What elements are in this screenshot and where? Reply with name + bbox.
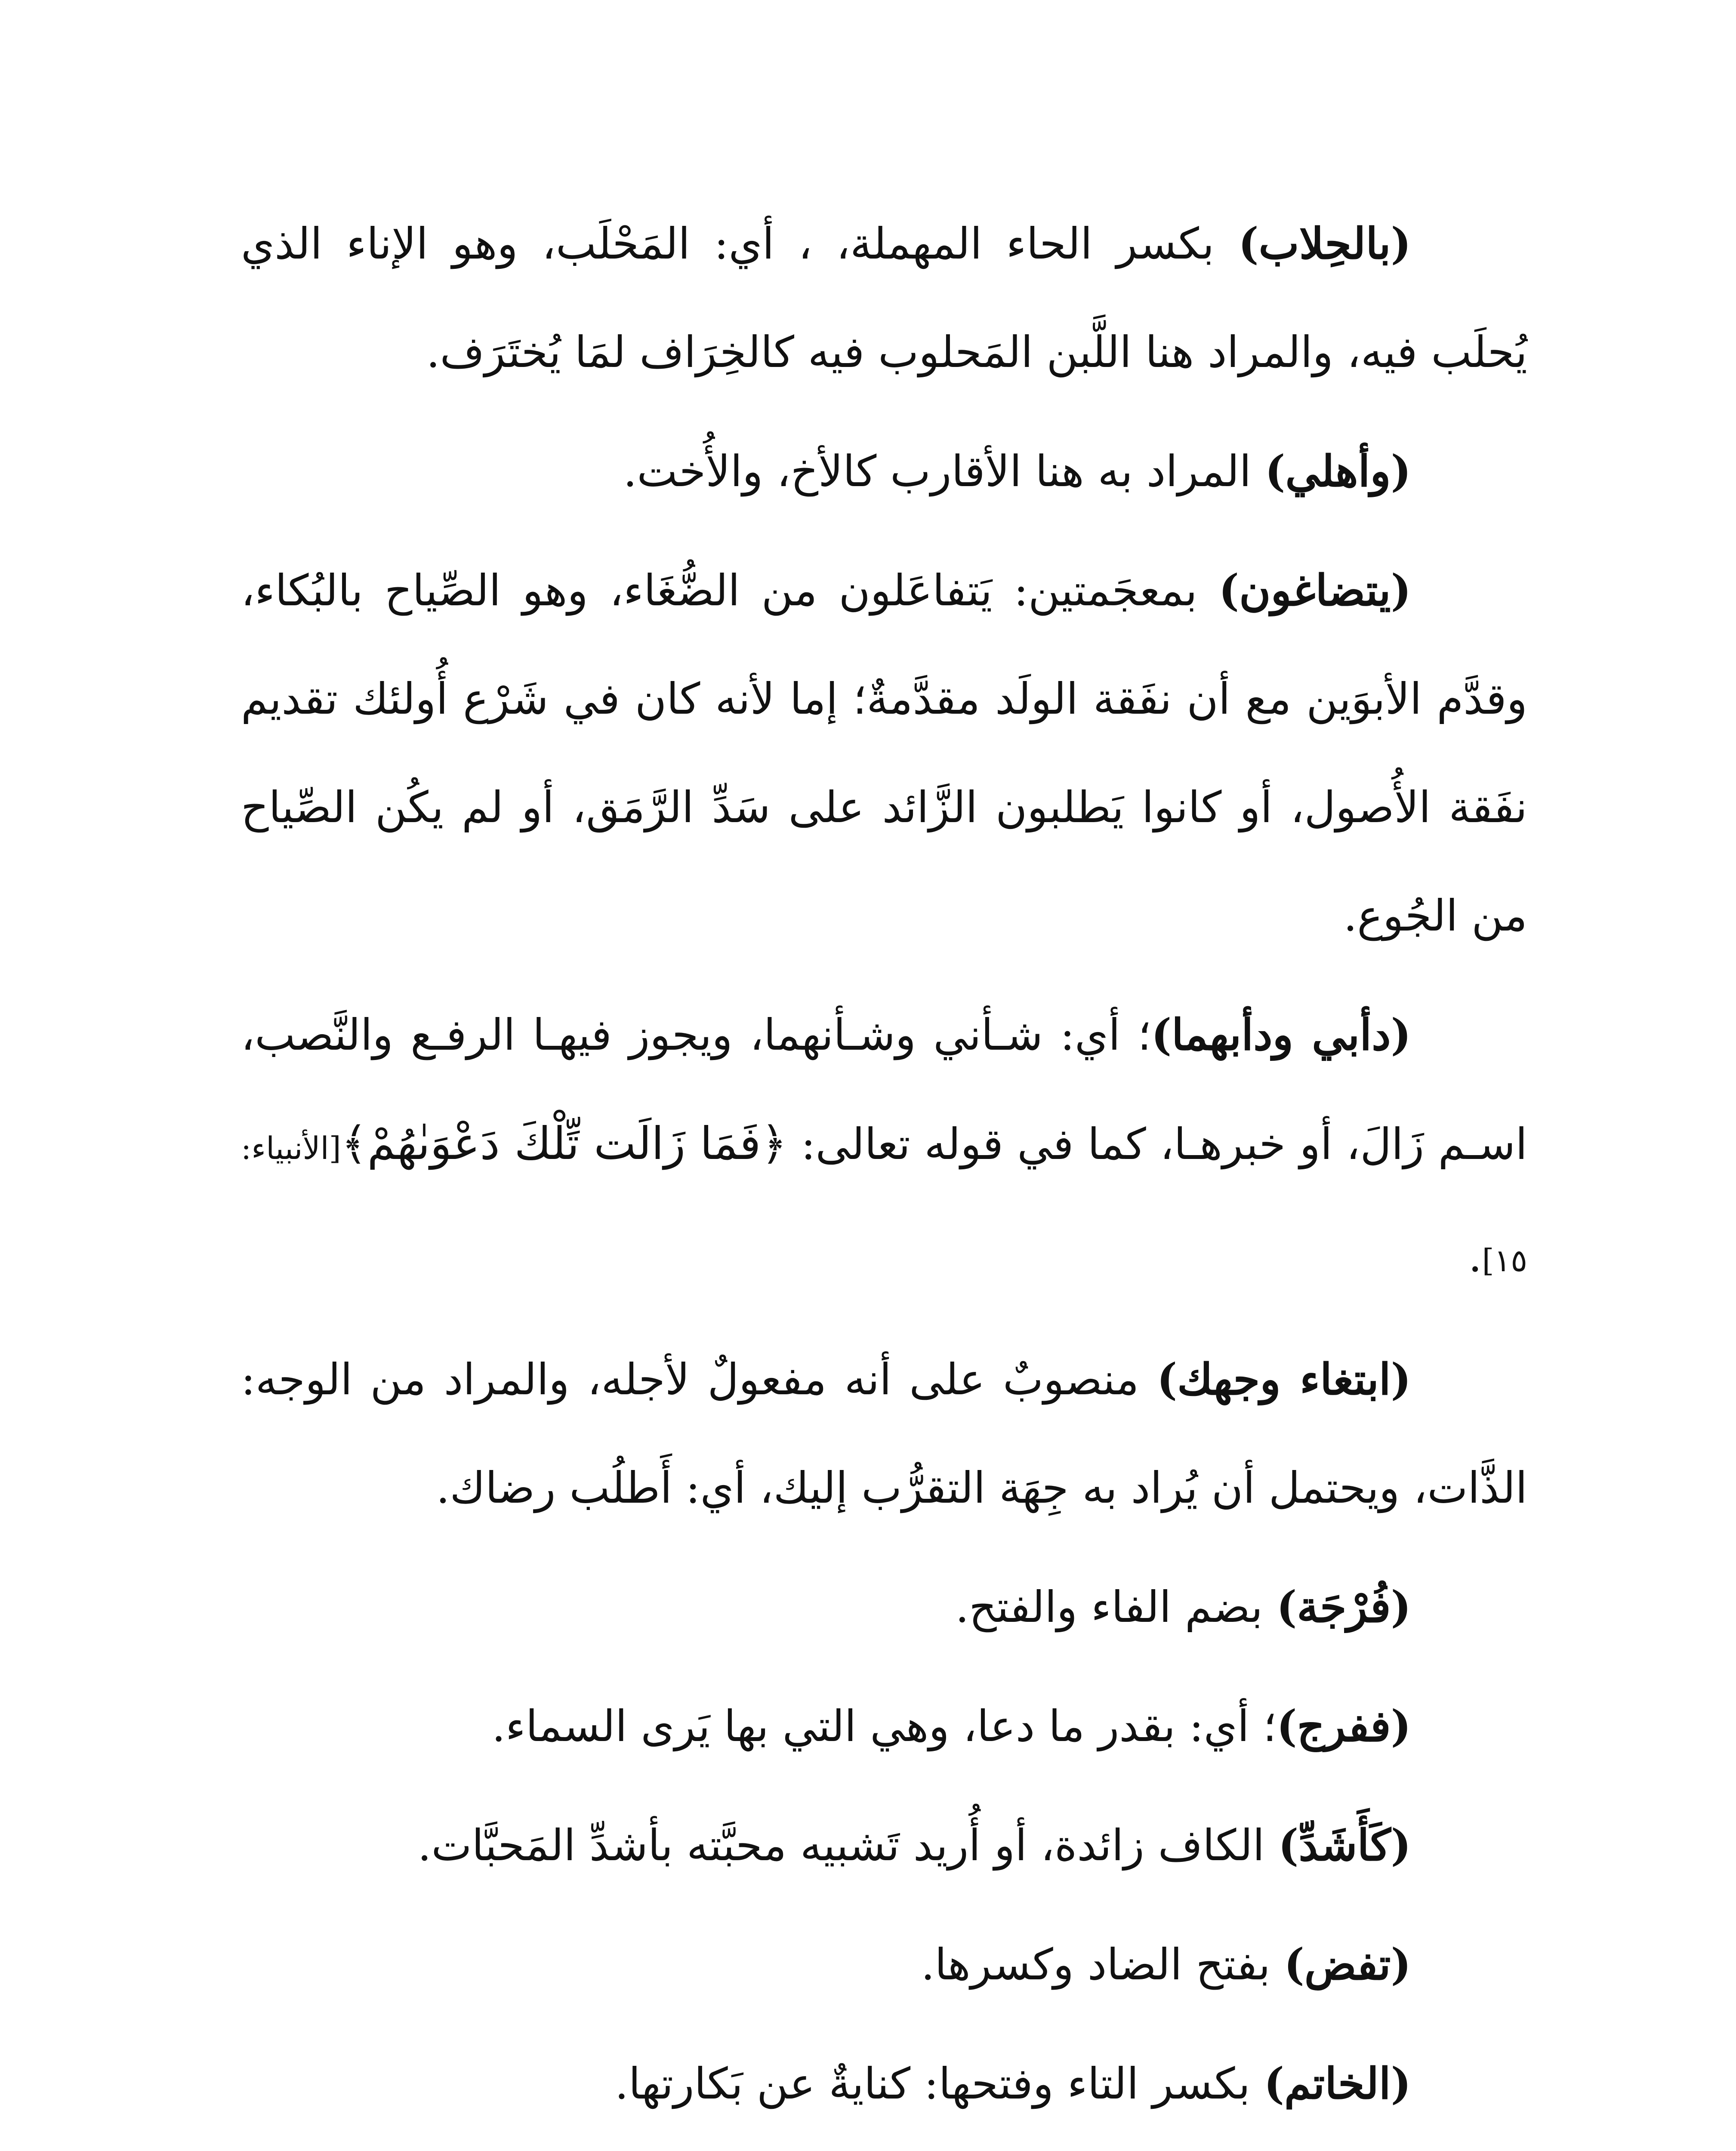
paragraph-tail: .: [1468, 1231, 1482, 1282]
paragraph-wa-ahli: [241, 417, 1527, 526]
page-body: [241, 189, 1527, 2148]
quran-quote: ﴿فَمَا زَالَت تِّلْكَ دَعْوَىٰهُمْ﴾: [341, 1117, 787, 1170]
term-heading: (الخاتم): [1264, 2058, 1411, 2109]
paragraph-text: ؛ أي: شـأني وشـأنهما، ويجوز فيهـا الرفـع والنَّصب، اسـم زَالَ، أو خبرهـا، كما في قوله تعالى:: [241, 1010, 1527, 1169]
paragraph-ibtigha: [241, 1325, 1527, 1542]
paragraph-tafud: [241, 1910, 1527, 2019]
paragraph-text: منصوبٌ على أنه مفعولٌ لأجله، والمراد من الوجه: الذَّات، ويحتمل أن يُراد به جِهَة التقرُّب إليك، أي: أَطلُب رضاك.: [241, 1354, 1527, 1513]
quran-reference: [الأنبياء: ١٥]: [241, 1130, 1527, 1279]
term-heading: (يتضاغون): [1218, 565, 1412, 616]
paragraph-fafaraj: [241, 1672, 1527, 1781]
paragraph-text: بمعجَمتين: يَتفاعَلون من الضُّغَاء، وهو الصِّياح بالبُكاء، وقدَّم الأبوَين مع أن نفَقة الولَد مقدَّمةٌ؛ إما لأنه كان في شَرْع أُولئك تقديم نفَقة الأُصول، أو كانوا يَطلبون الزَّائد على سَدِّ الرَّمَق، أو لم يكُن الصِّياح من الجُوع.: [241, 565, 1527, 941]
term-heading: (دأبي ودأبهما): [1151, 1009, 1411, 1060]
term-heading: (ابتغاء وجهك): [1156, 1354, 1411, 1405]
paragraph-text: بضم الفاء والفتح.: [955, 1582, 1277, 1632]
term-heading: (ففرج): [1277, 1701, 1411, 1751]
paragraph-text: ؛ أي: بقدر ما دعا، وهي التي بها يَرى السماء.: [492, 1701, 1277, 1751]
term-heading: (فُرْجَة): [1276, 1581, 1411, 1632]
paragraph-ka-ashadd: [241, 1791, 1527, 1900]
term-heading: (تفض): [1284, 1939, 1411, 1990]
paragraph-text: الكاف زائدة، أو أُريد تَشبيه محبَّته بأشدِّ المَحبَّات.: [417, 1820, 1279, 1871]
paragraph-yatadaghawn: [241, 536, 1527, 970]
paragraph-al-khatim: [241, 2029, 1527, 2138]
paragraph-furja: [241, 1553, 1527, 1661]
paragraph-text: بكسر الحاء المهملة، ، أي: المَحْلَب، وهو الإناء الذي يُحلَب فيه، والمراد هنا اللَّبن المَحلوب فيه كالخِرَاف لمَا يُختَرَف.: [241, 219, 1527, 377]
term-heading: (وأهلي): [1265, 446, 1411, 496]
paragraph-bilhilab: [241, 189, 1527, 407]
term-heading: (بالحِلاب): [1238, 218, 1411, 269]
paragraph-text: بكسر التاء وفتحها: كنايةٌ عن بَكارتها.: [615, 2059, 1264, 2109]
term-heading: (كَأَشَدِّ): [1278, 1820, 1411, 1871]
paragraph-da-bi: [241, 980, 1527, 1315]
paragraph-text: بفتح الضاد وكسرها.: [921, 1939, 1284, 1990]
paragraph-text: المراد به هنا الأقارب كالأخ، والأُخت.: [623, 446, 1265, 496]
